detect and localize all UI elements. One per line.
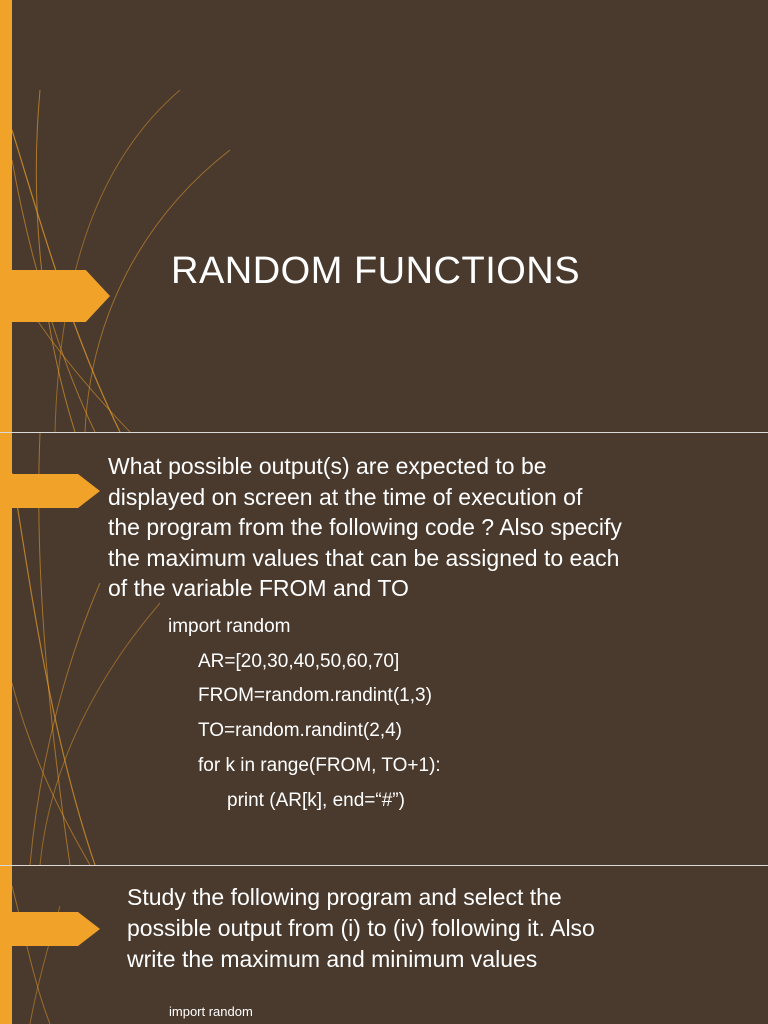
code-line: TO=random.randint(2,4) — [198, 720, 402, 741]
question-line: What possible output(s) are expected to be — [108, 453, 547, 479]
code-line: AR=[20,30,40,50,60,70] — [198, 651, 400, 672]
decorative-swoosh-lines — [0, 0, 300, 432]
accent-bar — [0, 0, 12, 432]
code-line: FROM=random.randint(1,3) — [198, 685, 432, 706]
question-line: Study the following program and select the — [127, 884, 562, 910]
question-line: of the variable FROM and TO — [108, 575, 409, 601]
question-line: write the maximum and minimum values — [127, 946, 538, 972]
slide-title — [0, 0, 768, 432]
code-line: import random — [169, 1004, 253, 1019]
code-line: print (AR[k], end=“#”) — [227, 790, 405, 811]
code-line: for k in range(FROM, TO+1): — [198, 755, 441, 776]
question-line: displayed on screen at the time of execution of — [108, 483, 583, 510]
slide-question-1 — [0, 433, 768, 865]
question-line: possible output from (i) to (iv) following it. Also — [127, 915, 595, 941]
code-block — [0, 433, 768, 865]
code-line: import random — [168, 616, 291, 637]
question-line: the program from the following code ? Also specify — [108, 514, 622, 540]
accent-arrow — [0, 912, 100, 946]
slide-question-2 — [0, 866, 768, 1024]
question-text — [127, 882, 757, 975]
accent-arrow — [0, 270, 110, 322]
slide-title-text: RANDOM FUNCTIONS — [171, 250, 581, 292]
question-line: the maximum values that can be assigned to each — [108, 544, 620, 571]
